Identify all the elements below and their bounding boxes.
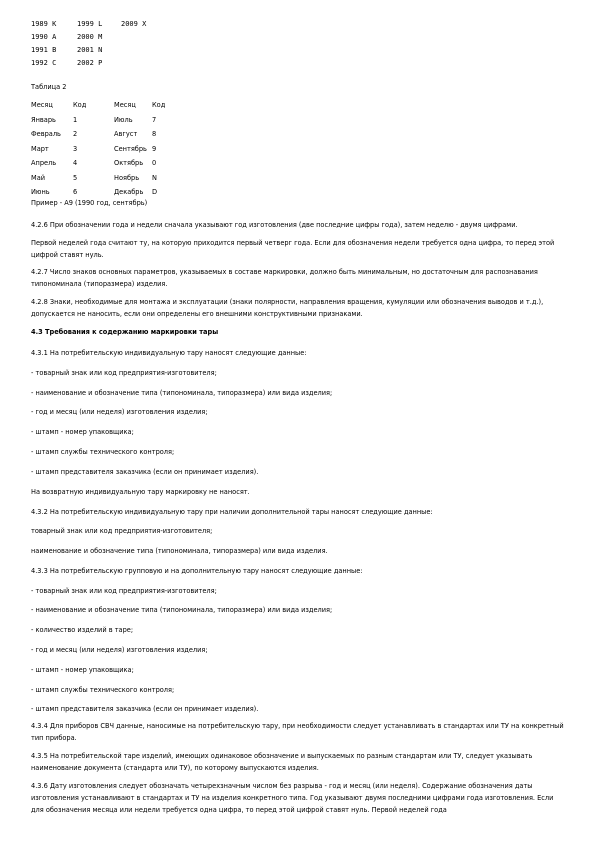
example-text: Пример - А9 (1990 год, сентябрь)	[31, 199, 148, 207]
table-cell: D	[152, 188, 158, 196]
table-row	[31, 174, 182, 189]
table-cell: Март	[31, 144, 49, 153]
list-item: - штамп службы технического контроля;	[31, 448, 175, 456]
paragraph-4-3-4: 4.3.4 Для приборов СВЧ данные, наносимые на потребительскую тару, при необходимости следует устанавливать в стандартах или ТУ на конкретный тип прибора.	[31, 722, 564, 742]
year-code: 1992 С	[31, 59, 57, 67]
list-item: - товарный знак или код предприятия-изготовителя;	[31, 369, 217, 377]
paragraph-4-2-7: 4.2.7 Число знаков основных параметров, указываемых в составе маркировки, должно быть минимальным, но достаточным для распознавания типономинала (типоразмера) изделия.	[31, 268, 538, 288]
table-cell: Декабрь	[114, 188, 144, 196]
list-item: товарный знак или код предприятия-изготовителя;	[31, 527, 213, 535]
table-cell: 5	[73, 173, 78, 182]
year-code: 1991 В	[31, 46, 57, 54]
table-cell: 6	[73, 188, 78, 196]
table-cell: 7	[152, 115, 157, 124]
paragraph-4-3-5: 4.3.5 На потребительской таре изделий, имеющих одинаковое обозначение и выпускаемых по разным стандартам или ТУ, следует указывать наименование документа (стандарта или ТУ), по которому выпускаются изделия.	[31, 752, 533, 772]
table-cell: Июль	[114, 115, 133, 124]
table-cell: 3	[73, 144, 78, 153]
table-cell: Апрель	[31, 159, 57, 167]
paragraph-4-2-6: 4.2.6 При обозначении года и недели сначала указывают год изготовления (две последние цифры года), затем неделю - двумя цифрами.	[31, 221, 518, 229]
table-row	[31, 159, 182, 174]
paragraph-returnable-tare: На возвратную индивидуальную тару маркировку не наносят.	[31, 488, 250, 496]
list-item: - штамп службы технического контроля;	[31, 686, 175, 694]
table-header: Код	[73, 101, 87, 109]
year-code: 2002 Р	[77, 59, 103, 67]
table-cell: N	[152, 173, 157, 182]
table-header-row	[31, 101, 182, 116]
table-cell: 0	[152, 159, 157, 167]
table-cell: 8	[152, 130, 157, 138]
table-header: Код	[152, 101, 166, 109]
list-item: наименование и обозначение типа (типономинала, типоразмера) или вида изделия.	[31, 547, 328, 555]
table-cell: Январь	[31, 115, 56, 124]
table-row	[31, 145, 182, 160]
table-cell: Август	[114, 130, 138, 138]
table-cell: Октябрь	[114, 159, 144, 167]
year-code: 1990 А	[31, 33, 57, 41]
list-item: - товарный знак или код предприятия-изготовителя;	[31, 587, 217, 595]
table-cell: 9	[152, 144, 157, 153]
year-code: 2001 N	[77, 46, 103, 54]
table-cell: Ноябрь	[114, 173, 140, 182]
month-code-table	[31, 101, 182, 203]
table-cell: 4	[73, 159, 78, 167]
table-cell: 2	[73, 130, 78, 138]
year-code: 2009 Х	[121, 20, 147, 28]
table-header: Месяц	[31, 101, 53, 109]
list-item: - штамп представителя заказчика (если он принимает изделия).	[31, 468, 259, 476]
year-code: 1999 L	[77, 20, 103, 28]
year-code: 2000 М	[77, 33, 103, 41]
table-cell: Июнь	[31, 188, 50, 196]
table-cell: Февраль	[31, 130, 61, 138]
paragraph-4-3-6: 4.3.6 Дату изготовления следует обозначать четырехзначным числом без разрыва - год и месяц (или неделя). Содержание обозначения даты изготовления устанавливают в стандартах и ТУ на изделия конкретного типа. Год указывают двумя последними цифрами года изготовления. Если для обозначения месяца или недели требуется одна цифра, то перед этой цифрой ставят нуль. Первой неделей года	[31, 782, 554, 814]
list-item: - наименование и обозначение типа (типономинала, типоразмера) или вида изделия;	[31, 389, 333, 397]
year-code: 1989 К	[31, 20, 57, 28]
table-cell: 1	[73, 115, 78, 124]
paragraph-4-3-1: 4.3.1 На потребительскую индивидуальную тару наносят следующие данные:	[31, 349, 307, 357]
table-caption: Таблица 2	[31, 83, 67, 91]
list-item: - штамп представителя заказчика (если он принимает изделия).	[31, 705, 259, 713]
list-item: - год и месяц (или неделя) изготовления изделия;	[31, 408, 208, 416]
paragraph-4-3-2: 4.3.2 На потребительскую индивидуальную тару при наличии дополнительной тары наносят следующие данные:	[31, 508, 433, 516]
section-title-4-3: 4.3 Требования к содержанию маркировки тары	[31, 328, 219, 336]
table-header: Месяц	[114, 101, 136, 109]
paragraph-4-2-8: 4.2.8 Знаки, необходимые для монтажа и эксплуатации (знаки полярности, направления вращения, кумуляции или обозначения выводов и т.д.), допускается не наносить, если они определены его внешними конструктивными признаками.	[31, 298, 544, 318]
table-cell: Май	[31, 173, 46, 182]
table-row	[31, 116, 182, 131]
year-codes	[31, 20, 181, 72]
list-item: - штамп - номер упаковщика;	[31, 666, 134, 674]
list-item: - штамп - номер упаковщика;	[31, 428, 134, 436]
list-item: - год и месяц (или неделя) изготовления изделия;	[31, 646, 208, 654]
paragraph-first-week: Первой неделей года считают ту, на которую приходится первый четверг года. Если для обозначения недели требуется одна цифра, то перед этой цифрой ставят нуль.	[31, 239, 555, 259]
paragraph-4-3-3: 4.3.3 На потребительскую групповую и на дополнительную тару наносят следующие данные:	[31, 567, 363, 575]
list-item: - количество изделий в таре;	[31, 626, 134, 634]
table-cell: Сентябрь	[114, 144, 147, 153]
table-row	[31, 130, 182, 145]
list-item: - наименование и обозначение типа (типономинала, типоразмера) или вида изделия;	[31, 606, 333, 614]
